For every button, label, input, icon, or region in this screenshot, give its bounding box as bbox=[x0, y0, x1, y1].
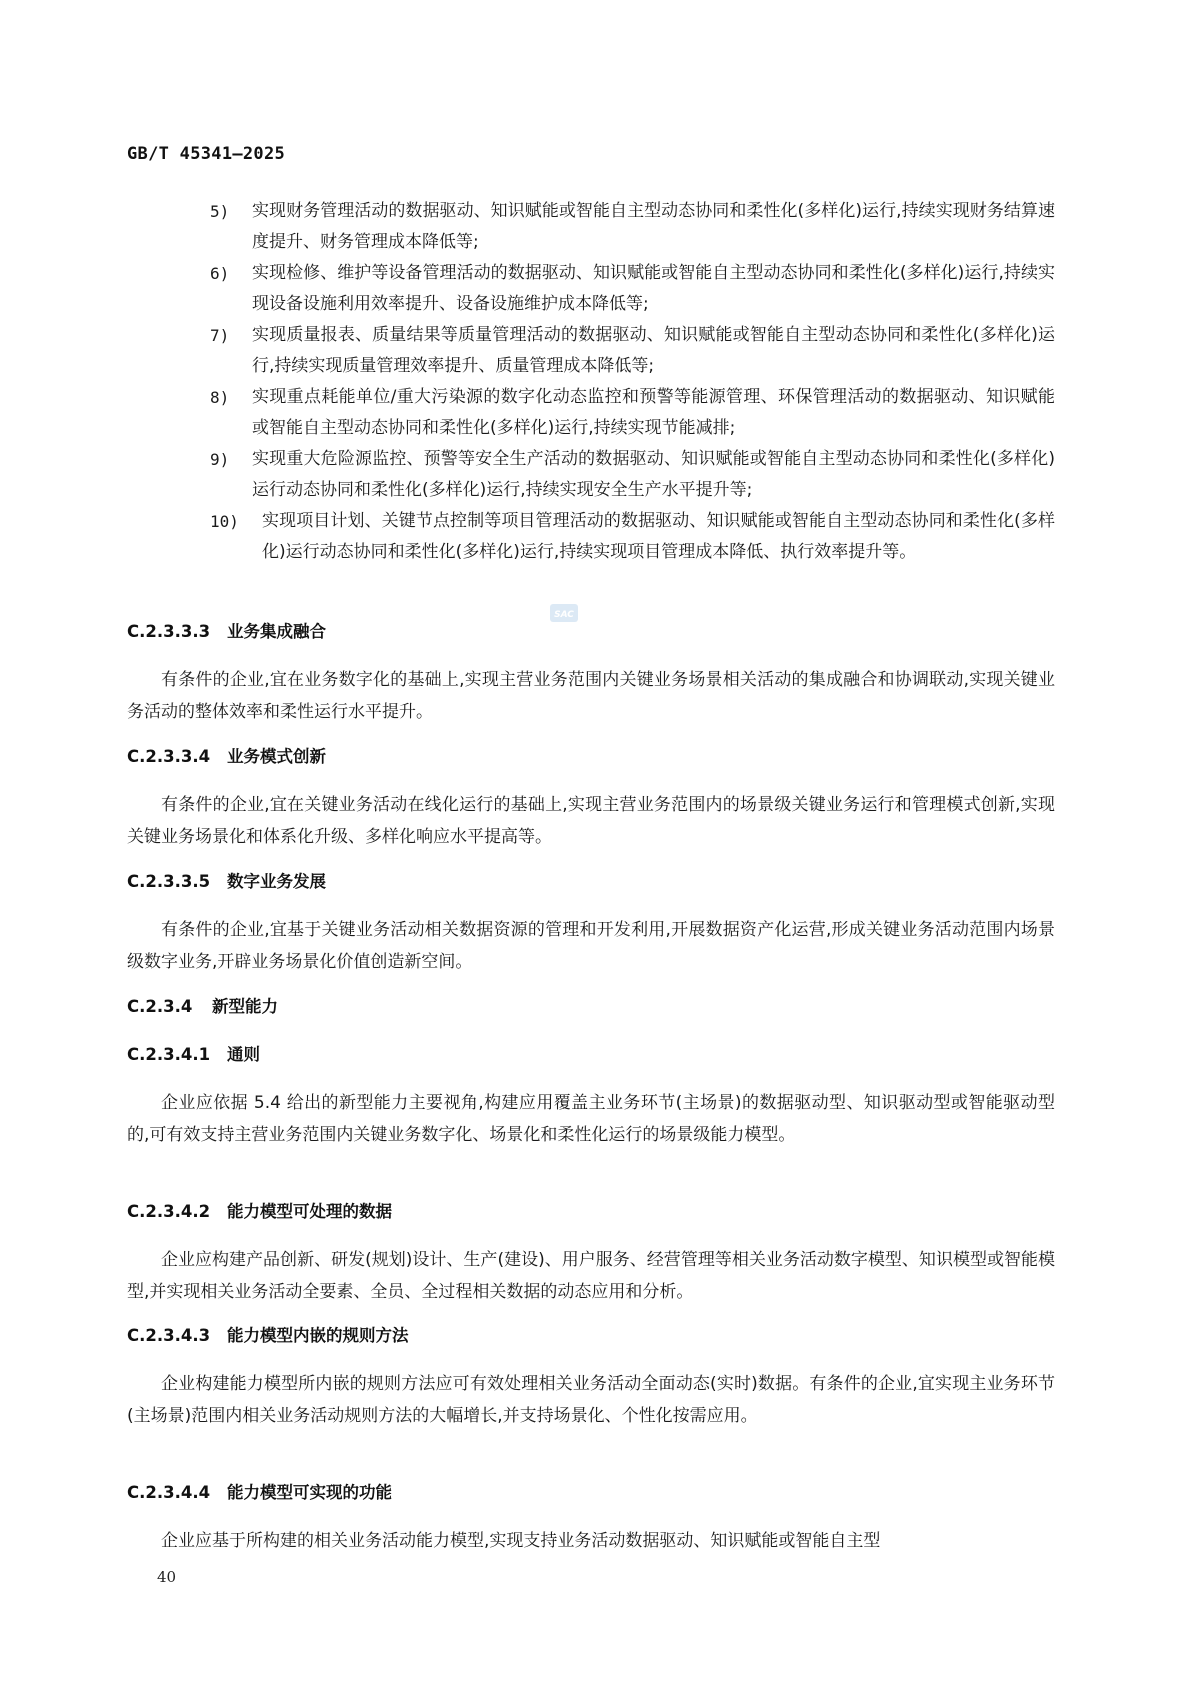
section-title: 能力模型可实现的功能 bbox=[227, 1483, 392, 1502]
section-heading bbox=[127, 745, 1055, 769]
section-heading bbox=[127, 1481, 1055, 1505]
list-item-number: 8) bbox=[210, 388, 230, 407]
list-item-number: 5) bbox=[210, 202, 230, 221]
section-heading bbox=[127, 995, 1055, 1019]
section-title: 新型能力 bbox=[212, 997, 278, 1016]
section-number: C.2.3.3.3 bbox=[127, 622, 211, 641]
section bbox=[127, 995, 1055, 1019]
section-heading bbox=[127, 1043, 1055, 1067]
list-item-text: 实现重大危险源监控、预警等安全生产活动的数据驱动、知识赋能或智能自主型动态协同和柔性化(多样化)运行动态协同和柔性化(多样化)运行,持续实现安全生产水平提升等; bbox=[252, 449, 1055, 500]
section-title: 通则 bbox=[227, 1045, 260, 1064]
list-item bbox=[127, 444, 1055, 506]
section-number: C.2.3.3.5 bbox=[127, 872, 211, 891]
section bbox=[127, 1481, 1055, 1557]
section-title: 业务模式创新 bbox=[227, 747, 326, 766]
section-body: 有条件的企业,宜基于关键业务活动相关数据资源的管理和开发利用,开展数据资产化运营,形成关键业务活动范围内场景级数字业务,开辟业务场景化价值创造新空间。 bbox=[127, 920, 1055, 972]
section bbox=[127, 1043, 1055, 1151]
section-body: 有条件的企业,宜在关键业务活动在线化运行的基础上,实现主营业务范围内的场景级关键业务运行和管理模式创新,实现关键业务场景化和体系化升级、多样化响应水平提高等。 bbox=[127, 795, 1055, 847]
list-item bbox=[127, 320, 1055, 382]
section-number: C.2.3.3.4 bbox=[127, 747, 211, 766]
section-title: 能力模型可处理的数据 bbox=[227, 1202, 392, 1221]
list-item-text: 实现检修、维护等设备管理活动的数据驱动、知识赋能或智能自主型动态协同和柔性化(多样化)运行,持续实现设备设施利用效率提升、设备设施维护成本降低等; bbox=[252, 263, 1055, 314]
list-item bbox=[127, 506, 1055, 568]
list-item-number: 9) bbox=[210, 450, 230, 469]
section-number: C.2.3.4.2 bbox=[127, 1202, 211, 1221]
section-title: 数字业务发展 bbox=[227, 872, 326, 891]
list-item-text: 实现财务管理活动的数据驱动、知识赋能或智能自主型动态协同和柔性化(多样化)运行,持续实现财务结算速度提升、财务管理成本降低等; bbox=[252, 201, 1055, 252]
section-body: 企业应依据 5.4 给出的新型能力主要视角,构建应用覆盖主业务环节(主场景)的数据驱动型、知识驱动型或智能驱动型的,可有效支持主营业务范围内关键业务数字化、场景化和柔性化运行的场景级能力模型。 bbox=[127, 1093, 1055, 1145]
section-title: 业务集成融合 bbox=[227, 622, 326, 641]
section-number: C.2.3.4.1 bbox=[127, 1045, 211, 1064]
standard-id-header: GB/T 45341—2025 bbox=[127, 144, 286, 164]
section bbox=[127, 870, 1055, 978]
section-number: C.2.3.4.3 bbox=[127, 1326, 211, 1345]
list-item-text: 实现质量报表、质量结果等质量管理活动的数据驱动、知识赋能或智能自主型动态协同和柔性化(多样化)运行,持续实现质量管理效率提升、质量管理成本降低等; bbox=[252, 325, 1055, 376]
section bbox=[127, 620, 1055, 728]
page-number: 40 bbox=[157, 1568, 177, 1586]
numbered-list bbox=[127, 196, 1055, 568]
section-title: 能力模型内嵌的规则方法 bbox=[227, 1326, 409, 1345]
section-heading bbox=[127, 1324, 1055, 1348]
list-item-number: 10) bbox=[210, 512, 239, 531]
section-body: 企业构建能力模型所内嵌的规则方法应可有效处理相关业务活动全面动态(实时)数据。有条件的企业,宜实现主业务环节(主场景)范围内相关业务活动规则方法的大幅增长,并支持场景化、个性化按需应用。 bbox=[127, 1374, 1055, 1426]
watermark-label: SAC bbox=[554, 610, 574, 620]
section-heading bbox=[127, 620, 1055, 644]
section-heading bbox=[127, 870, 1055, 894]
section bbox=[127, 1324, 1055, 1432]
section bbox=[127, 1200, 1055, 1308]
section-body: 有条件的企业,宜在业务数字化的基础上,实现主营业务范围内关键业务场景相关活动的集成融合和协调联动,实现关键业务活动的整体效率和柔性运行水平提升。 bbox=[127, 670, 1055, 722]
list-item bbox=[127, 382, 1055, 444]
section-body: 企业应构建产品创新、研发(规划)设计、生产(建设)、用户服务、经营管理等相关业务活动数字模型、知识模型或智能模型,并实现相关业务活动全要素、全员、全过程相关数据的动态应用和分析。 bbox=[127, 1250, 1055, 1302]
list-item-text: 实现项目计划、关键节点控制等项目管理活动的数据驱动、知识赋能或智能自主型动态协同和柔性化(多样化)运行动态协同和柔性化(多样化)运行,持续实现项目管理成本降低、执行效率提升等。 bbox=[262, 511, 1055, 562]
list-item-number: 7) bbox=[210, 326, 230, 345]
section-number: C.2.3.4.4 bbox=[127, 1483, 211, 1502]
list-item bbox=[127, 196, 1055, 258]
list-item-number: 6) bbox=[210, 264, 230, 283]
list-item-text: 实现重点耗能单位/重大污染源的数字化动态监控和预警等能源管理、环保管理活动的数据驱动、知识赋能或智能自主型动态协同和柔性化(多样化)运行,持续实现节能减排; bbox=[252, 387, 1055, 438]
section-number: C.2.3.4 bbox=[127, 997, 193, 1016]
list-item bbox=[127, 258, 1055, 320]
section bbox=[127, 745, 1055, 853]
section-heading bbox=[127, 1200, 1055, 1224]
section-body: 企业应基于所构建的相关业务活动能力模型,实现支持业务活动数据驱动、知识赋能或智能自主型 bbox=[161, 1531, 881, 1551]
